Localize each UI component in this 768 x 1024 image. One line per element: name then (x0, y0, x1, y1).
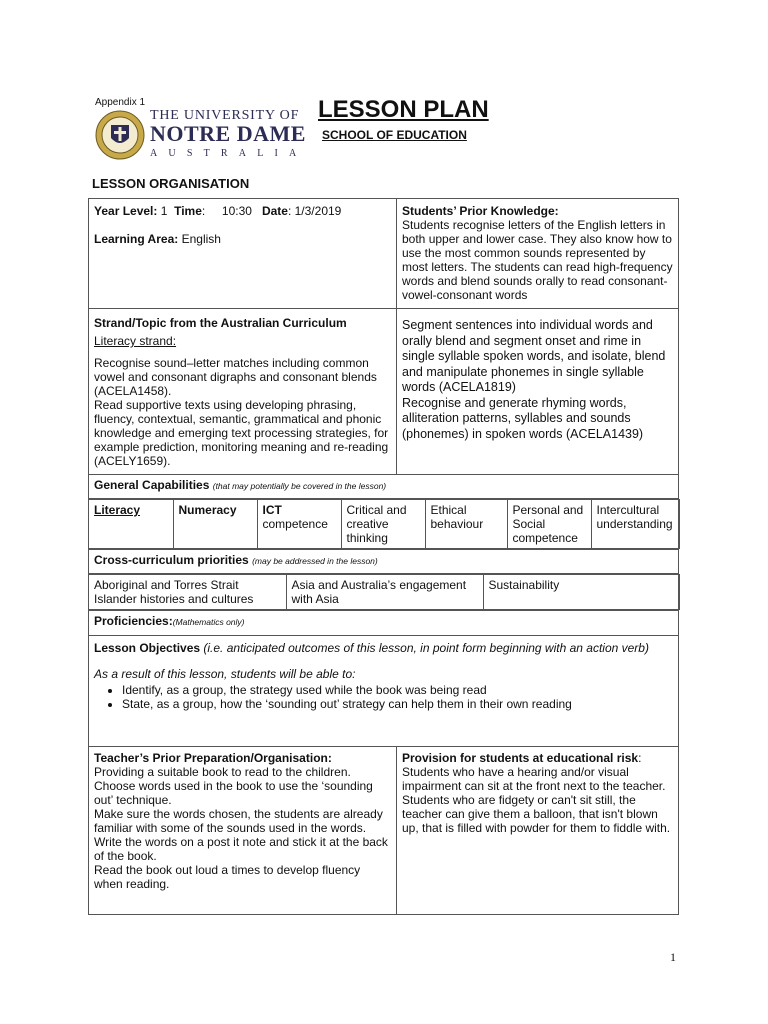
strand-text-2: Read supportive texts using developing phrasing, fluency, contextual, semantic, grammatical and phonic knowledge and emerging text processing strategies, for example prediction, monitoring meaning and re-reading (ACELY1659). (94, 398, 389, 468)
provision-label: Provision for students at educational risk (402, 751, 639, 765)
provision-line: Students who have a hearing and/or visual impairment can sit at the front next to the teacher. (402, 765, 666, 793)
preparation-line: Make sure the words chosen, the students are already familiar with some of the sounds used in the words. (94, 807, 383, 835)
segment-text-2: Recognise and generate rhyming words, alliteration patterns, syllables and sounds (phonemes) in spoken words (ACELA1439) (402, 395, 644, 441)
page-number: 1 (670, 950, 676, 964)
learning-area-value: English (181, 232, 221, 246)
capabilities-cell (89, 499, 679, 550)
preparation-cell (89, 747, 397, 915)
provision-line: Students who are fidgety or can't sit still, the teacher can give them a balloon, that isn't blown up, that is filled with powder for them to fiddle with. (402, 793, 671, 835)
capability-personal: Personal and Social competence (507, 500, 591, 549)
appendix-label: Appendix 1 (95, 97, 146, 108)
cross-curriculum-note: (may be addressed in the lesson) (252, 556, 378, 566)
cross-curriculum-label: Cross-curriculum priorities (94, 553, 249, 567)
capability-ict: ICT (262, 503, 282, 517)
priority-sustainability: Sustainability (483, 575, 679, 610)
preparation-line: Read the book out loud a times to develop fluency when reading. (94, 863, 361, 891)
row-cross-header (89, 550, 679, 574)
cross-cell (89, 574, 679, 611)
learning-area-label: Learning Area: (94, 232, 179, 246)
objectives-label: Lesson Objectives (94, 641, 201, 655)
row-cross (89, 574, 679, 611)
capability-critical: Critical and creative thinking (341, 500, 425, 549)
university-name-line3: AUSTRALIA (150, 148, 308, 159)
objectives-list (122, 683, 673, 711)
objectives-cell (89, 636, 679, 747)
organisation-cell: Year Level: 1 Time: 10:30 Date: 1/3/2019 Learning Area: English (89, 199, 397, 309)
row-preparation (89, 747, 679, 915)
university-name-line1: THE UNIVERSITY OF (150, 108, 300, 123)
row-objectives (89, 636, 679, 747)
capability-intercultural: Intercultural understanding (591, 500, 679, 549)
time-value: 10:30 (221, 204, 252, 218)
preparation-line: Choose words used in the book to use the ‘sounding out’ technique. (94, 779, 373, 807)
page-subtitle: SCHOOL OF EDUCATION (322, 128, 467, 142)
prior-knowledge-text: Students recognise letters of the English letters in both upper and lower case. They also know how to use the most common sounds represented by most letters. The students can read high-frequency words and blend sounds orally to read consonant-vowel-consonant words (402, 218, 673, 302)
row-capabilities-header (89, 475, 679, 499)
capability-ethical: Ethical behaviour (425, 500, 507, 549)
segment-text-1: Segment sentences into individual words and orally blend and segment onset and rime in single syllable spoken words, and isolate, blend and manipulate phonemes in single syllable words (ACELA1819) (402, 318, 666, 394)
preparation-label: Teacher’s Prior Preparation/Organisation: (94, 751, 332, 765)
row-organisation (89, 199, 679, 309)
date-value: 1/3/2019 (294, 204, 342, 218)
cross-header-cell (89, 550, 679, 574)
priority-asia: Asia and Australia’s engagement with Asia (286, 575, 483, 610)
time-label: Time (174, 204, 202, 218)
segment-cell (397, 309, 679, 475)
capability-numeracy: Numeracy (173, 500, 257, 549)
capability-literacy: Literacy (89, 500, 173, 549)
section-title: LESSON ORGANISATION (92, 176, 250, 191)
page-title: LESSON PLAN (318, 96, 489, 123)
year-level-value: 1 (160, 204, 168, 218)
capabilities-label: General Capabilities (94, 478, 210, 492)
prior-knowledge-label: Students’ Prior Knowledge: (402, 204, 559, 218)
row-strand (89, 309, 679, 475)
proficiencies-label: Proficiencies: (94, 614, 173, 628)
prior-knowledge-cell (397, 199, 679, 309)
objectives-intro: As a result of this lesson, students will be able to: (94, 667, 356, 681)
row-proficiencies (89, 611, 679, 636)
proficiencies-cell (89, 611, 679, 636)
objective-item: • State, as a group, how the ‘sounding out’ strategy can help them in their own reading (122, 697, 673, 711)
lesson-plan-table (88, 198, 679, 915)
date-label: Date (261, 204, 288, 218)
capability-ict-sub: competence (262, 517, 328, 531)
strand-text-1: Recognise sound–letter matches including common vowel and consonant digraphs and consonant blends (ACELA1458). (94, 356, 377, 398)
row-capabilities (89, 499, 679, 550)
preparation-line: Write the words on a post it note and stick it at the back of the book. (94, 835, 388, 863)
year-level-label: Year Level: (94, 204, 158, 218)
capabilities-note: (that may potentially be covered in the lesson) (212, 481, 387, 491)
capabilities-header-cell (89, 475, 679, 499)
capability-ict-cell (257, 500, 341, 549)
objective-item: • Identify, as a group, the strategy used while the book was being read (122, 683, 673, 697)
provision-cell: Provision for students at educational risk: Students who have a hearing and/or visual impairment can sit at the front next to the teacher. Students who are fidgety or can't sit still, the teacher can give them a balloon, that isn't blown up, that is filled with powder for them to fiddle with. (397, 747, 679, 915)
literacy-strand-label: Literacy strand: (94, 334, 177, 348)
university-crest-icon (95, 110, 145, 160)
proficiencies-note: (Mathematics only) (172, 617, 245, 627)
priority-aboriginal: Aboriginal and Torres Strait Islander histories and cultures (89, 575, 286, 610)
objectives-note: (i.e. anticipated outcomes of this lesson, in point form beginning with an action verb) (203, 641, 649, 655)
strand-cell (89, 309, 397, 475)
preparation-line: Providing a suitable book to read to the children. (94, 765, 351, 779)
university-name-line2: NOTRE DAME (150, 121, 306, 146)
strand-label: Strand/Topic from the Australian Curriculum (94, 316, 347, 330)
